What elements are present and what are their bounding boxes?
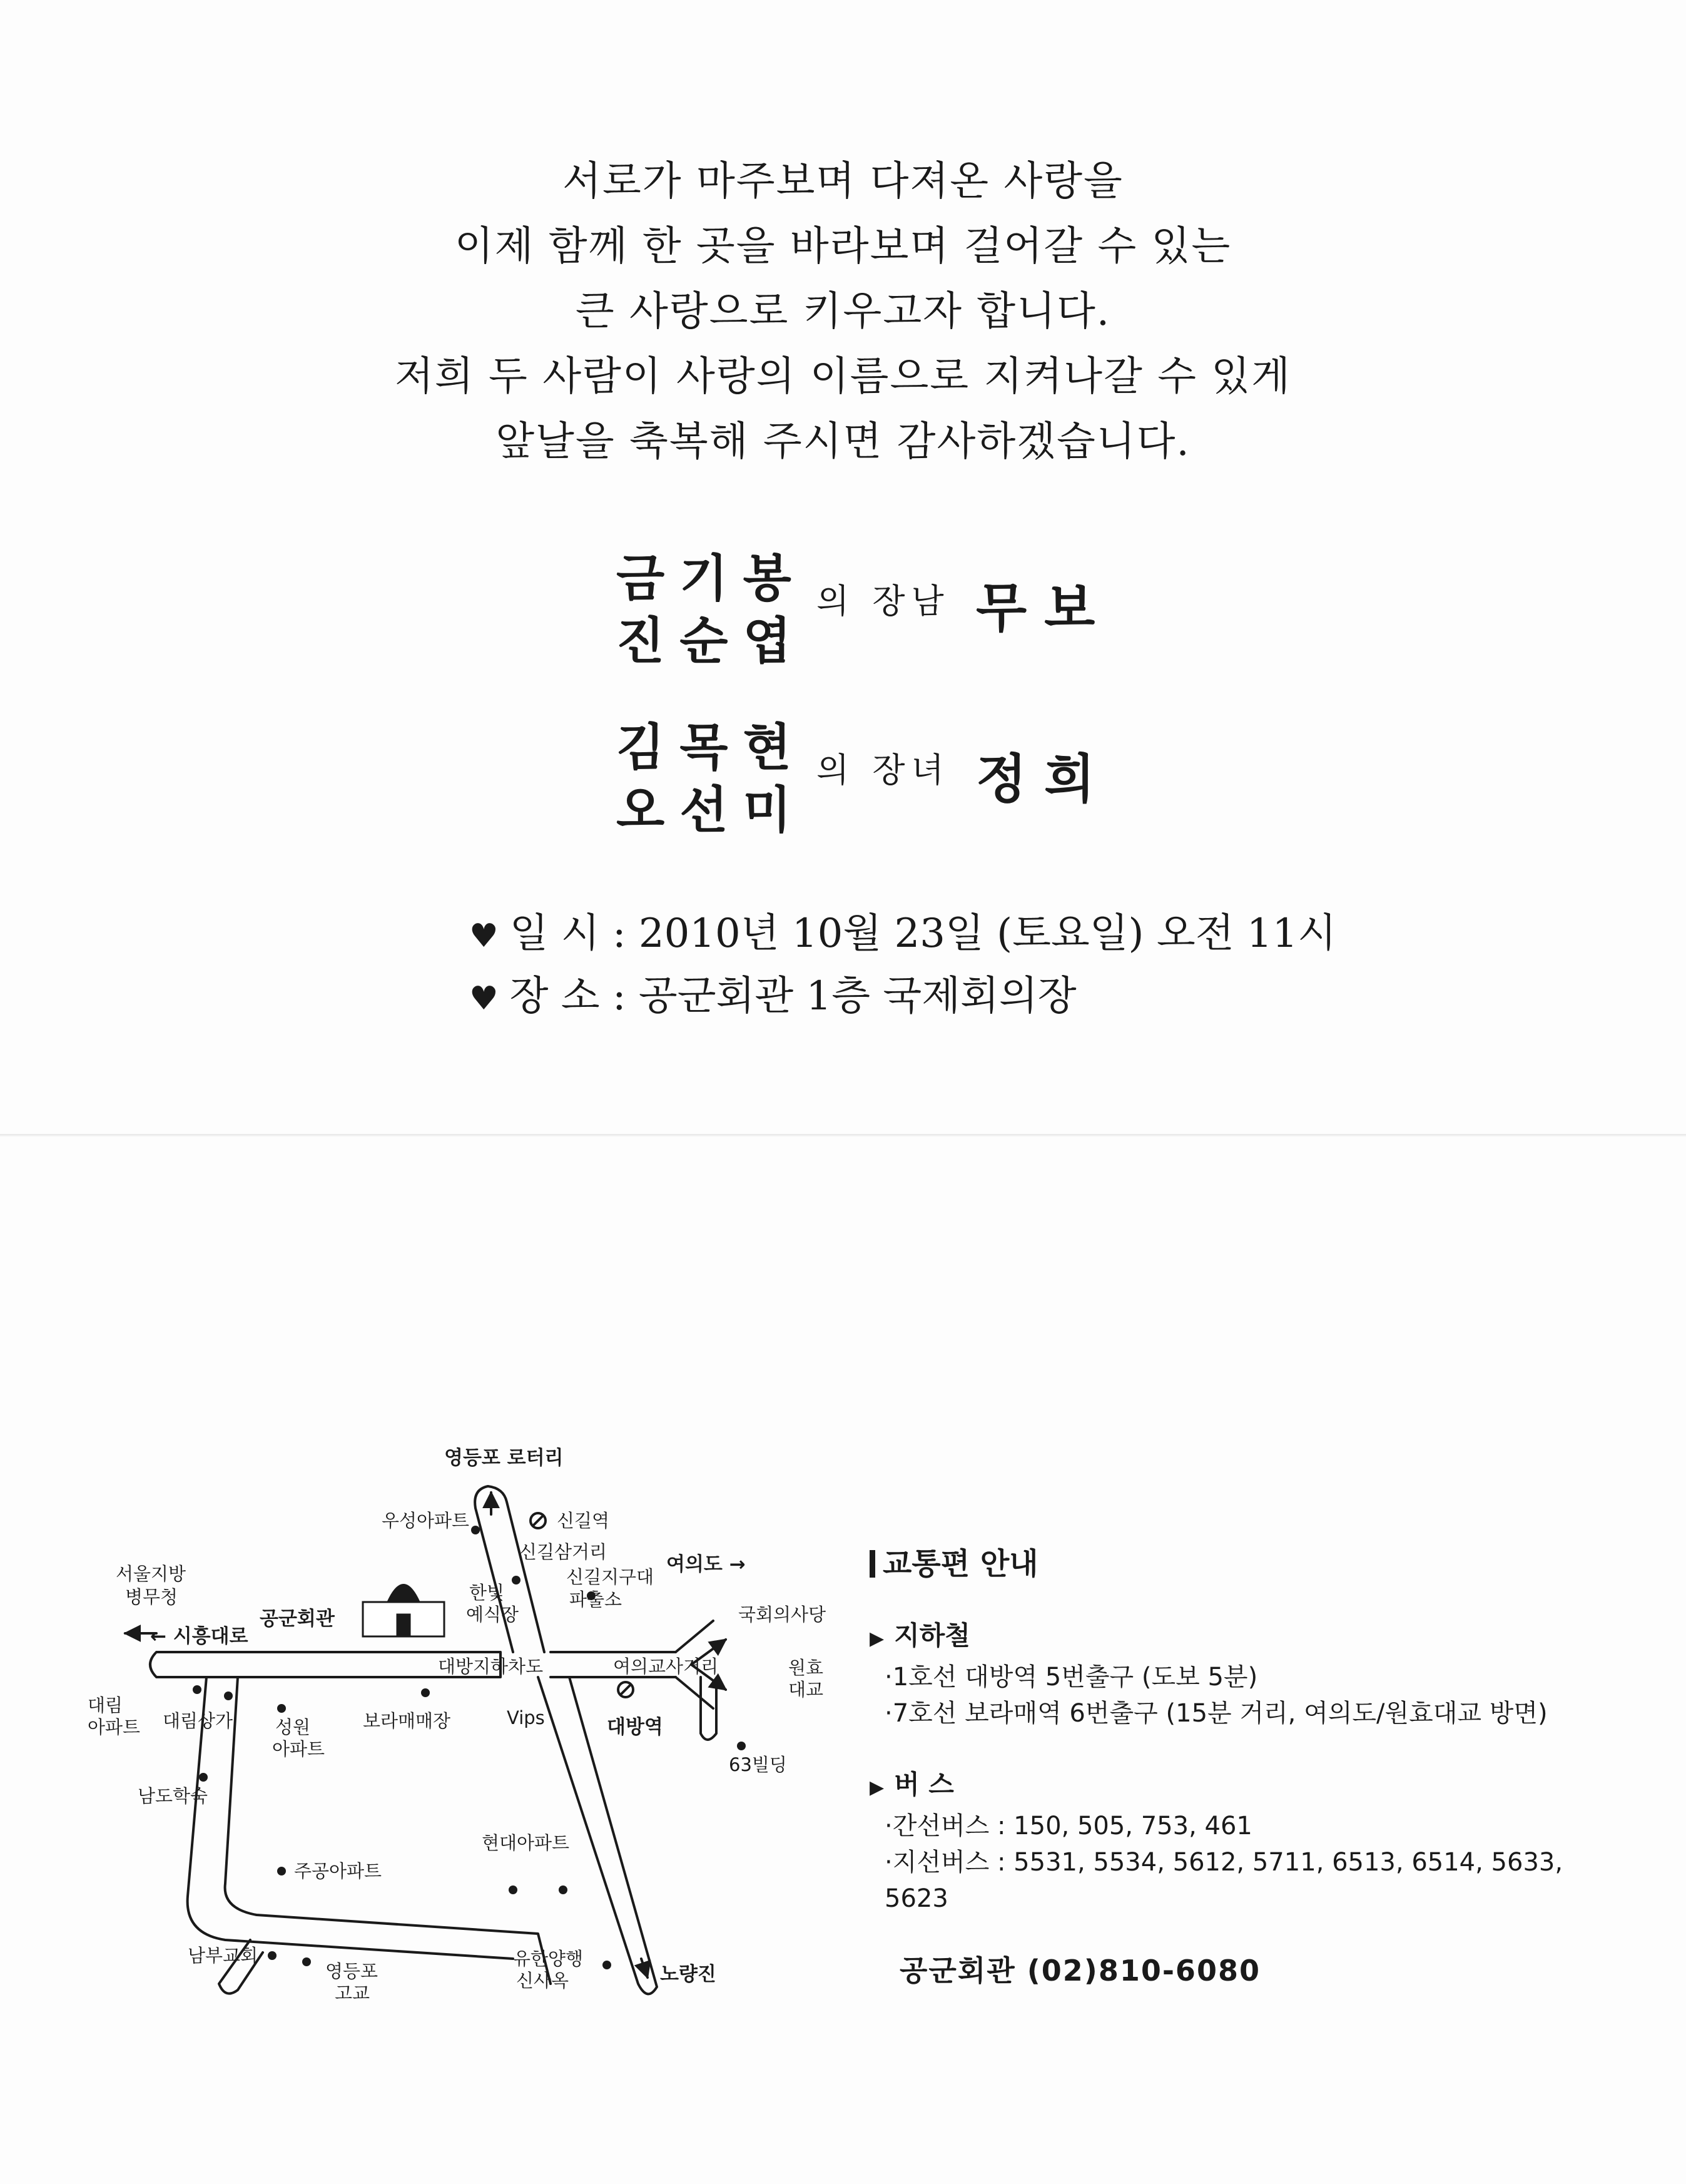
map-label: 63빌딩: [729, 1754, 787, 1775]
subway-heading: ▶ 지하철: [870, 1620, 970, 1651]
greeting-line: 앞날을 축복해 주시면 감사하겠습니다.: [495, 419, 1191, 465]
map-label: 파출소: [569, 1589, 622, 1610]
map-label: 서울지방: [116, 1563, 186, 1584]
groom-relation: 의 장남: [816, 581, 950, 621]
heart-icon: ♥: [469, 917, 499, 955]
map-label: Vips: [507, 1707, 545, 1728]
map-label: 여의도 →: [666, 1553, 746, 1576]
triangle-right-icon: ▶: [870, 1628, 885, 1650]
map-label: 대림상가: [163, 1710, 233, 1732]
map-label: 원효: [788, 1657, 824, 1678]
venue-phone: 공군회관 (02)810-6080: [900, 1954, 1261, 1988]
map-label: 고교: [335, 1982, 370, 2004]
map-label: 아파트: [272, 1738, 325, 1760]
subway-line: ·7호선 보라매역 6번출구 (15분 거리, 여의도/원효대교 방면): [885, 1699, 1548, 1728]
bus-line: ·지선버스 : 5531, 5534, 5612, 5711, 6513, 6514, 5633, 5623: [885, 1848, 1563, 1913]
map-label: ← 시흥대로: [150, 1625, 248, 1648]
map-label: 유한양행: [513, 1948, 584, 1969]
date-time: [469, 901, 1336, 959]
groom-name: 무보: [976, 577, 1113, 639]
map-label: 아파트: [88, 1717, 141, 1738]
map-label: 한빛: [469, 1582, 505, 1603]
map-label: 대교: [788, 1679, 824, 1700]
map-label: 남부교회: [188, 1945, 258, 1966]
map-label: 예식장: [466, 1604, 519, 1625]
map-label: 국회의사당: [738, 1604, 826, 1625]
map-label: 여의교사거리: [613, 1656, 719, 1677]
map-label: 주공아파트: [294, 1860, 382, 1882]
bride-name: 정희: [976, 748, 1113, 810]
map-label: 신길삼거리: [519, 1541, 607, 1563]
transit-guide: [870, 1539, 1620, 1989]
map-label: 성원: [275, 1717, 311, 1738]
map-label: 신길지구대: [566, 1566, 654, 1588]
map-label: 병무청: [125, 1586, 178, 1608]
subway-line: ·1호선 대방역 5번출구 (도보 5분): [885, 1663, 1258, 1692]
map-label: 현대아파트: [482, 1832, 570, 1854]
map-label: 공군회관: [260, 1608, 335, 1630]
map-label: 대방역: [607, 1716, 663, 1738]
venue: [469, 964, 1077, 1021]
heart-icon: ♥: [469, 980, 499, 1018]
map-label: 노량진: [660, 1963, 716, 1986]
map-label: 영등포 로터리: [444, 1447, 564, 1469]
greeting-line: 저희 두 사람이 사랑의 이름으로 지켜나갈 수 있게: [395, 354, 1291, 400]
map-label: 신사옥: [516, 1970, 569, 1991]
bus-heading: ▶ 버 스: [870, 1769, 954, 1800]
greeting-line: 큰 사랑으로 키우고자 합니다.: [575, 288, 1111, 335]
map-label: 신길역: [557, 1510, 610, 1531]
bride-relation: 의 장녀: [816, 750, 950, 790]
fold-line: [0, 1134, 1686, 1136]
map-label: 영등포: [325, 1961, 378, 1982]
greeting-line: 이제 함께 한 곳을 바라보며 걸어갈 수 있는: [454, 223, 1232, 270]
groom-father-name: 금기봉: [616, 549, 806, 608]
venue-text: 장 소 : 공군회관 1층 국제회의장: [509, 973, 1077, 1019]
greeting-line: 서로가 마주보며 다져온 사랑을: [562, 158, 1124, 205]
map-label: 보라매매장: [363, 1710, 451, 1732]
bride-mother-name: 오선미: [616, 780, 806, 839]
location-map: [75, 1433, 826, 2021]
map-label: 우성아파트: [382, 1510, 470, 1531]
date-time-text: 일 시 : 2010년 10월 23일 (토요일) 오전 11시: [509, 911, 1337, 957]
map-label: 남도학숙: [138, 1785, 208, 1807]
map-label: 대방지하차도: [438, 1656, 544, 1677]
groom-mother-name: 진순엽: [616, 611, 806, 670]
map-label: 대림: [88, 1695, 123, 1716]
gonggun-hall-building-icon: [363, 1585, 444, 1637]
triangle-right-icon: ▶: [870, 1777, 885, 1799]
transit-title: 교통편 안내: [870, 1539, 1620, 1583]
bride-father-name: 김목현: [616, 718, 806, 777]
bus-line: ·간선버스 : 150, 505, 753, 461: [885, 1812, 1252, 1840]
